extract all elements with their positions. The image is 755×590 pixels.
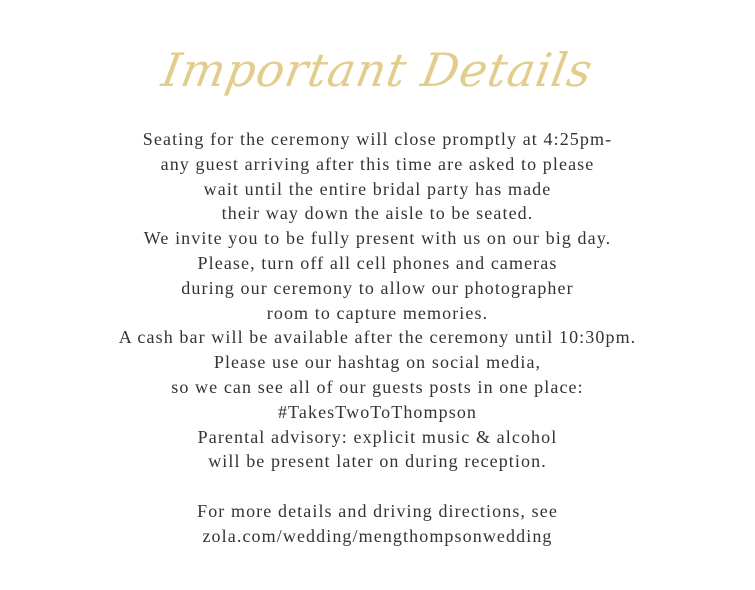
details-line: We invite you to be fully present with us on our big day. — [143, 228, 612, 249]
details-line: so we can see all of our guests posts in one place: — [171, 376, 584, 397]
website-url: zola.com/wedding/mengthompsonwedding — [202, 525, 553, 546]
details-line: their way down the aisle to be seated. — [221, 203, 534, 224]
details-line: Please use our hashtag on social media, — [213, 352, 542, 373]
details-line: Parental advisory: explicit music & alcohol — [197, 426, 558, 447]
details-line: any guest arriving after this time are asked to please — [160, 153, 595, 174]
hashtag-line: #TakesTwoToThompson — [277, 401, 478, 422]
details-line: during our ceremony to allow our photographer — [181, 277, 574, 298]
card-title: Important Details — [157, 43, 598, 97]
details-line: Please, turn off all cell phones and cameras — [197, 252, 558, 273]
details-line: Seating for the ceremony will close promptly at 4:25pm- — [142, 129, 613, 149]
details-line: A cash bar will be available after the ceremony until 10:30pm. — [118, 327, 637, 348]
details-line: wait until the entire bridal party has made — [203, 178, 552, 199]
footer-line: For more details and driving directions, see — [197, 500, 558, 521]
paragraph-gap — [0, 474, 755, 499]
details-line: room to capture memories. — [266, 302, 489, 323]
details-line: will be present later on during reception. — [208, 451, 547, 472]
details-text — [0, 127, 755, 549]
